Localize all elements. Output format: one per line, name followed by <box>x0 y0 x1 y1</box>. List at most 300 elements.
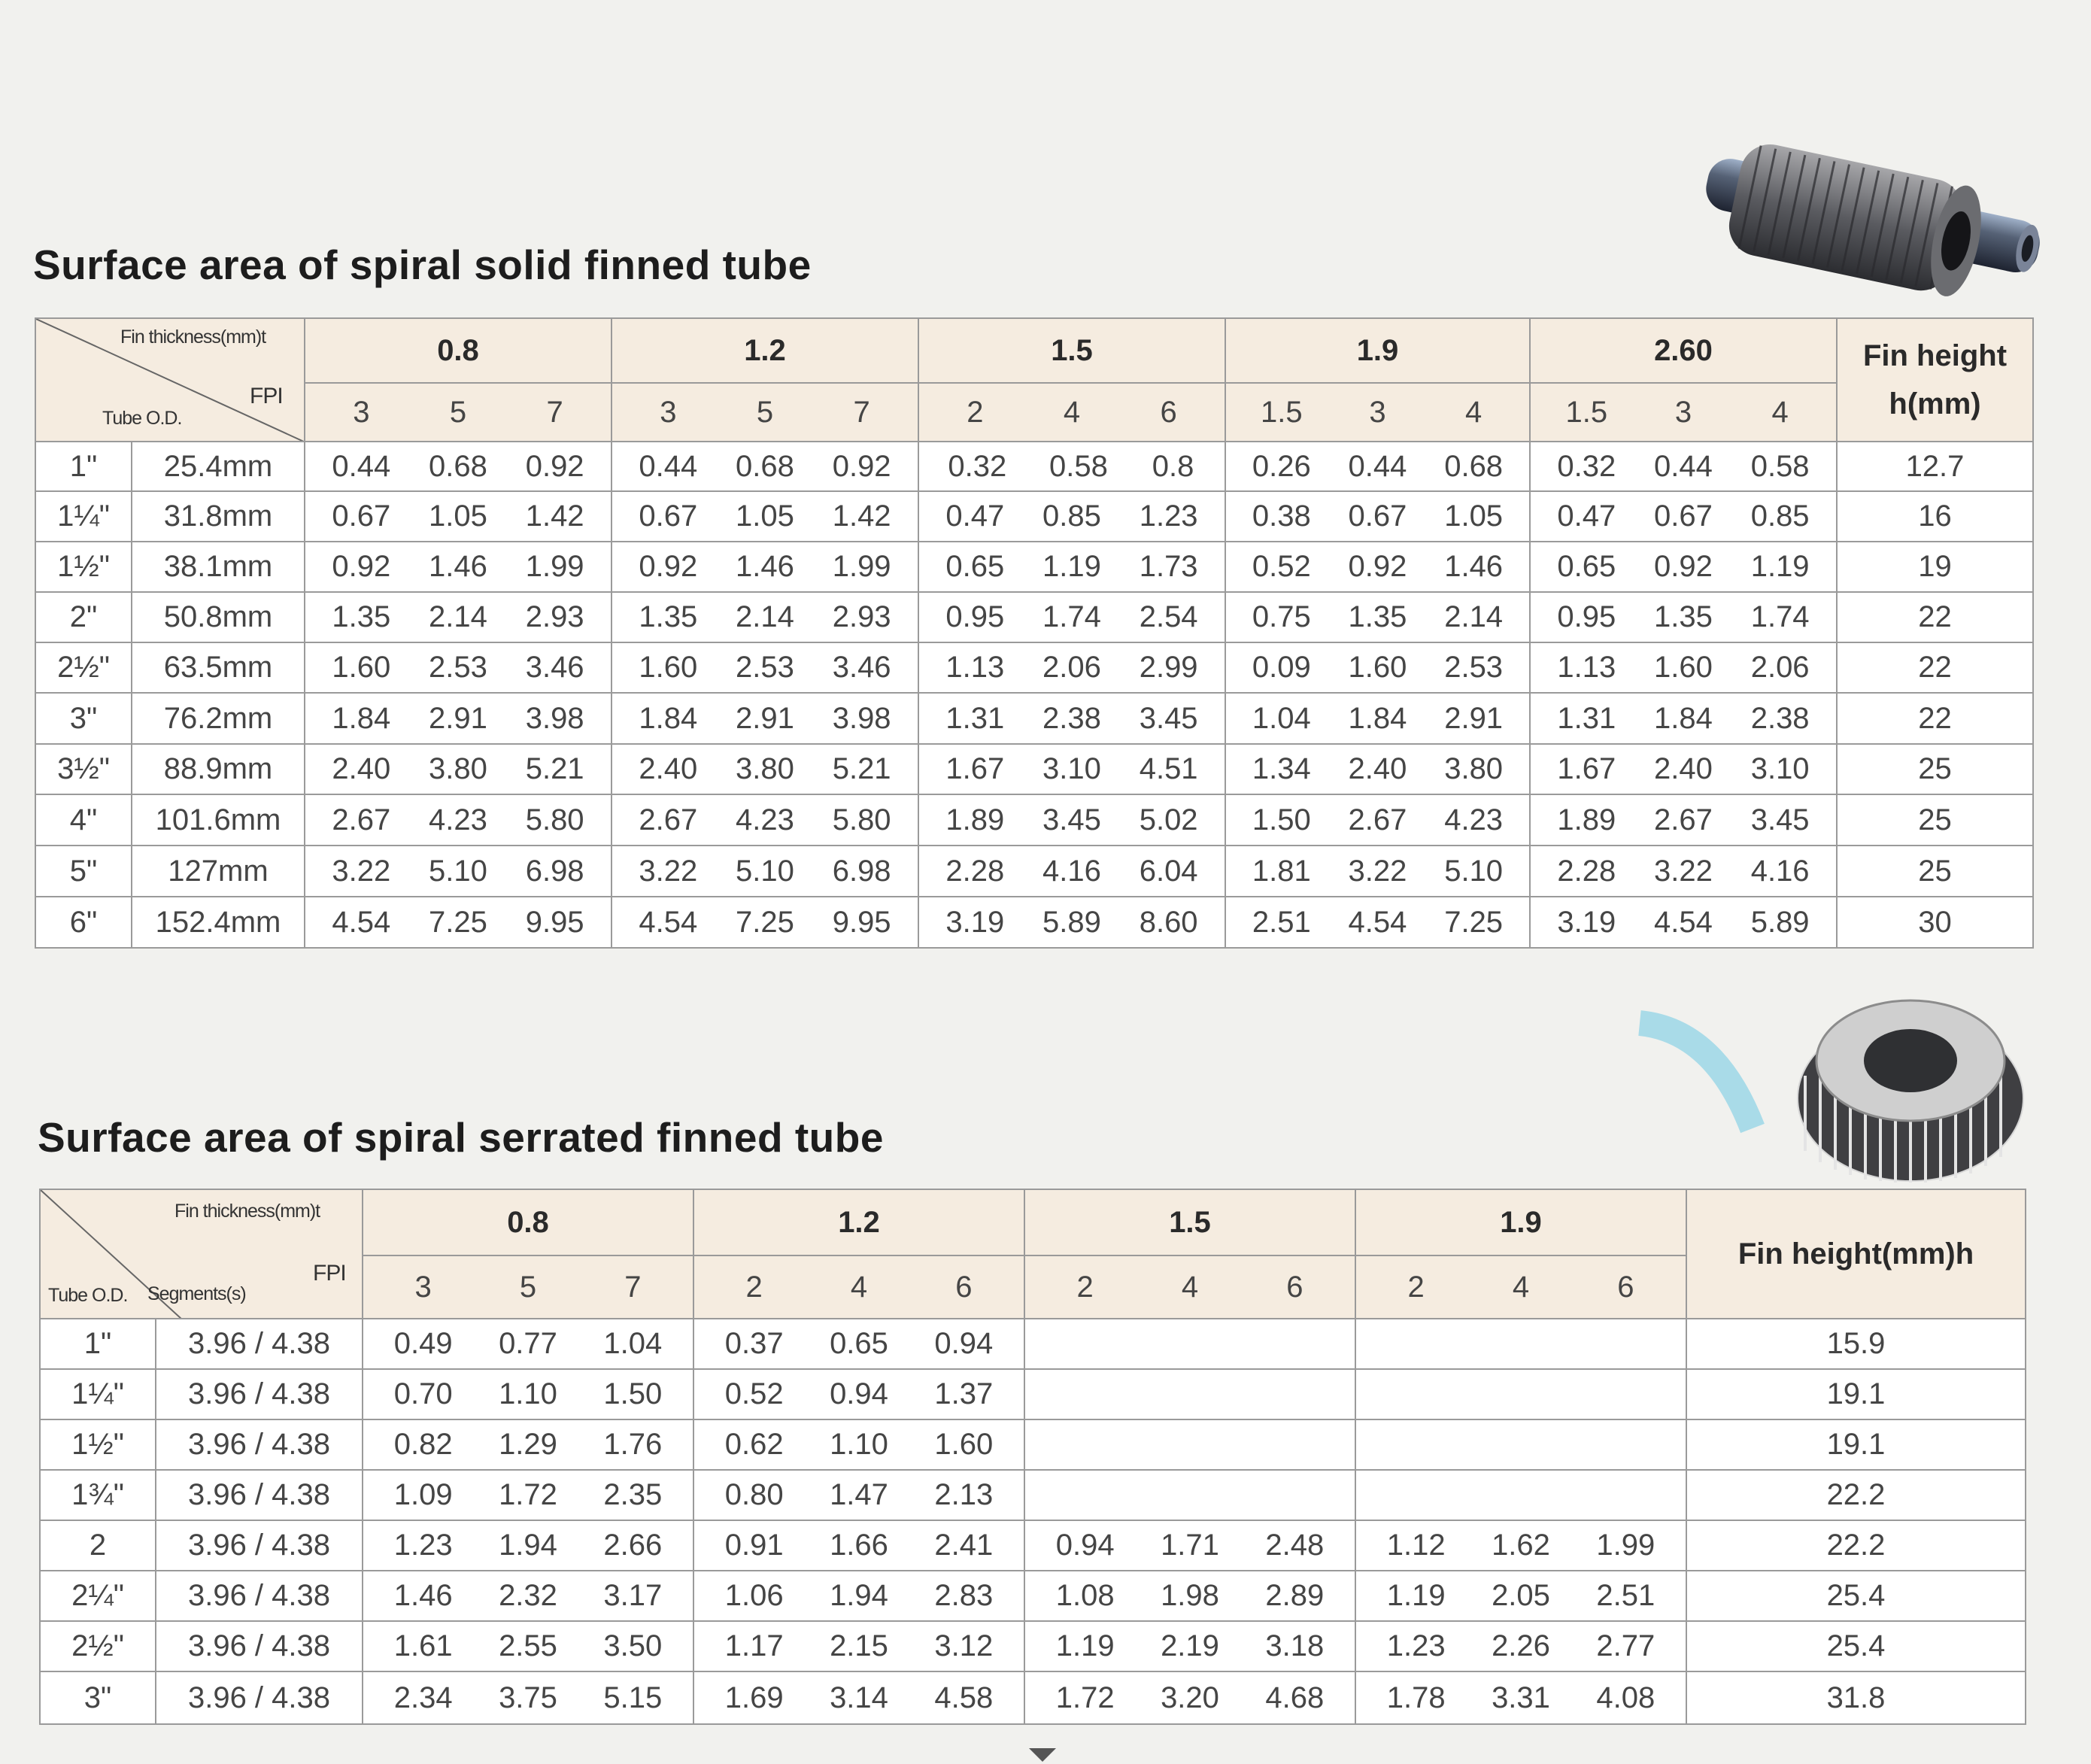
fpi-value: 5 <box>519 1270 537 1304</box>
surface-area-value: 0.49 <box>393 1327 453 1360</box>
value-group-cell <box>1225 693 1530 744</box>
value-group <box>1531 803 1836 837</box>
surface-area-value: 2.93 <box>525 600 584 633</box>
surface-area-value: 2.53 <box>1444 651 1504 684</box>
tube-od-mm-cell: 152.4mm <box>132 897 305 948</box>
corner-fin-thickness-label: Fin thickness(mm)t <box>175 1201 320 1222</box>
value-group <box>1226 906 1529 940</box>
table-row <box>35 442 2033 491</box>
surface-area-value: 1.84 <box>639 701 698 735</box>
value-group <box>1226 702 1529 736</box>
surface-area-value: 2.34 <box>393 1681 453 1714</box>
surface-area-value: 1.04 <box>1252 701 1311 735</box>
table-row <box>35 642 2033 693</box>
value-group-cell <box>1530 592 1837 642</box>
value-group-cell <box>1225 744 1530 794</box>
surface-area-value: 2.13 <box>934 1478 994 1511</box>
surface-area-value: 1.99 <box>1596 1529 1656 1562</box>
fpi-value: 4 <box>1771 395 1789 429</box>
surface-area-value: 0.67 <box>332 499 391 533</box>
surface-area-value: 1.19 <box>1042 550 1101 583</box>
value-group-cell <box>693 1319 1024 1369</box>
surface-area-value: 3.80 <box>1444 752 1504 785</box>
value-group-cell <box>363 1520 693 1571</box>
fpi-header-group-1 <box>693 1255 1024 1319</box>
tube-od-mm-cell: 127mm <box>132 846 305 897</box>
value-group-cell <box>918 491 1225 542</box>
value-group-cell <box>305 542 612 592</box>
surface-area-value: 3.31 <box>1492 1681 1550 1714</box>
value-group <box>305 855 611 888</box>
table-row <box>40 1470 2026 1520</box>
surface-area-value: 3.14 <box>830 1681 888 1714</box>
surface-area-value: 3.80 <box>429 752 487 785</box>
group-header-2: 1.5 <box>918 318 1225 383</box>
surface-area-value: 4.54 <box>1654 905 1713 939</box>
fin-height-cell: 25 <box>1837 794 2033 846</box>
surface-area-value: 1.42 <box>525 499 584 533</box>
fpi-header-group-4 <box>1530 383 1837 442</box>
value-group-cell <box>1225 592 1530 642</box>
surface-area-value: 0.38 <box>1252 499 1311 533</box>
surface-area-value: 1.10 <box>499 1377 557 1410</box>
group-header-2: 1.5 <box>1024 1189 1355 1255</box>
value-group-cell <box>1225 442 1530 491</box>
segments-cell: 3.96 / 4.38 <box>156 1621 363 1671</box>
surface-area-value: 1.05 <box>429 499 487 533</box>
corner-fpi-label: FPI <box>313 1261 346 1286</box>
fin-height-cell: 22.2 <box>1686 1520 2026 1571</box>
value-group <box>1531 450 1836 484</box>
fpi-value: 6 <box>955 1270 973 1304</box>
value-group <box>612 499 918 533</box>
segments-cell: 3.96 / 4.38 <box>156 1470 363 1520</box>
table-row <box>40 1369 2026 1419</box>
value-group-cell <box>305 693 612 744</box>
surface-area-value: 1.19 <box>1386 1579 1446 1612</box>
value-group-cell <box>693 1419 1024 1470</box>
surface-area-value: 0.92 <box>639 550 698 583</box>
surface-area-value: 1.72 <box>499 1478 557 1511</box>
value-group <box>1356 1579 1686 1613</box>
surface-area-value: 5.10 <box>736 854 794 888</box>
surface-area-value: 1.35 <box>1348 600 1407 633</box>
group-header-1: 1.2 <box>693 1189 1024 1255</box>
value-group <box>612 550 918 584</box>
surface-area-value: 1.89 <box>1557 803 1616 836</box>
surface-area-value: 8.60 <box>1139 905 1198 939</box>
value-group <box>919 550 1225 584</box>
surface-area-value: 2.67 <box>1348 803 1407 836</box>
value-group <box>919 450 1225 484</box>
tube-od-mm-cell: 25.4mm <box>132 442 305 491</box>
value-group-cell <box>1225 642 1530 693</box>
group-header-1: 1.2 <box>612 318 918 383</box>
surface-area-value: 1.23 <box>393 1529 453 1562</box>
value-group-cell <box>1355 1419 1686 1470</box>
value-group <box>1226 855 1529 888</box>
table-row <box>35 542 2033 592</box>
surface-area-value: 2.83 <box>934 1579 994 1612</box>
surface-area-value: 2.89 <box>1265 1579 1325 1612</box>
tube-od-mm-cell: 31.8mm <box>132 491 305 542</box>
solid-table-title: Surface area of spiral solid finned tube <box>33 241 812 288</box>
value-group-cell <box>1024 1520 1355 1571</box>
surface-area-value: 2.53 <box>736 651 794 684</box>
surface-area-value: 1.31 <box>945 701 1005 735</box>
fpi-value: 2 <box>745 1270 763 1304</box>
fpi-value: 7 <box>853 395 870 429</box>
surface-area-value: 0.92 <box>832 449 891 483</box>
tube-od-cell: 1¾" <box>40 1470 156 1520</box>
value-group-cell <box>305 592 612 642</box>
fpi-values <box>363 1271 693 1304</box>
value-group <box>1356 1529 1686 1562</box>
group-header-3: 1.9 <box>1225 318 1530 383</box>
surface-area-value: 1.46 <box>1444 550 1504 583</box>
surface-area-value: 5.80 <box>832 803 891 836</box>
value-group <box>694 1428 1024 1462</box>
surface-area-value: 2.40 <box>332 752 391 785</box>
value-group-cell <box>612 592 918 642</box>
value-group <box>1531 651 1836 685</box>
fin-height-cell: 22 <box>1837 693 2033 744</box>
surface-area-value: 0.44 <box>332 449 391 483</box>
value-group-cell <box>693 1369 1024 1419</box>
surface-area-value: 1.34 <box>1252 752 1311 785</box>
surface-area-value: 4.54 <box>332 905 391 939</box>
value-group-cell <box>1355 1520 1686 1571</box>
surface-area-value: 2.14 <box>429 600 487 633</box>
value-group <box>363 1681 693 1715</box>
fin-height-cell: 30 <box>1837 897 2033 948</box>
fin-height-cell: 19 <box>1837 542 2033 592</box>
value-group <box>612 803 918 837</box>
surface-area-value: 2.91 <box>429 701 487 735</box>
fpi-value: 6 <box>1286 1270 1303 1304</box>
surface-area-value: 1.35 <box>1654 600 1713 633</box>
value-group-cell <box>612 542 918 592</box>
surface-area-value: 2.51 <box>1596 1579 1656 1612</box>
surface-area-value: 1.69 <box>724 1681 784 1714</box>
surface-area-value: 1.05 <box>1444 499 1504 533</box>
value-group <box>612 450 918 484</box>
value-group-cell <box>612 642 918 693</box>
value-group-cell <box>1024 1369 1355 1419</box>
surface-area-value: 3.12 <box>934 1629 994 1662</box>
value-group <box>694 1681 1024 1715</box>
tube-od-cell: 5" <box>35 846 132 897</box>
corner-tube-od-label: Tube O.D. <box>102 408 182 429</box>
value-group <box>1531 600 1836 634</box>
surface-area-value: 1.99 <box>525 550 584 583</box>
fin-height-cell: 25.4 <box>1686 1621 2026 1671</box>
value-group <box>694 1478 1024 1512</box>
surface-area-value: 1.99 <box>832 550 891 583</box>
value-group-cell <box>693 1671 1024 1724</box>
fpi-value: 7 <box>624 1270 642 1304</box>
fpi-header-group-2 <box>1024 1255 1355 1319</box>
fpi-value: 2 <box>1407 1270 1425 1304</box>
surface-area-value: 0.26 <box>1252 449 1311 483</box>
value-group <box>1226 752 1529 786</box>
surface-area-value: 4.16 <box>1042 854 1101 888</box>
surface-area-value: 2.67 <box>1654 803 1713 836</box>
segments-cell: 3.96 / 4.38 <box>156 1671 363 1724</box>
surface-area-value: 1.37 <box>934 1377 994 1410</box>
value-group <box>1226 600 1529 634</box>
value-group-cell <box>1355 1621 1686 1671</box>
value-group <box>919 752 1225 786</box>
surface-area-value: 0.77 <box>499 1327 557 1360</box>
fpi-value: 3 <box>1369 395 1386 429</box>
surface-area-value: 0.68 <box>736 449 794 483</box>
tube-od-cell: 3" <box>40 1671 156 1724</box>
surface-area-value: 2.05 <box>1492 1579 1550 1612</box>
fpi-value: 6 <box>1617 1270 1634 1304</box>
surface-area-value: 1.19 <box>1055 1629 1115 1662</box>
surface-area-value: 0.92 <box>1348 550 1407 583</box>
fpi-value: 5 <box>449 395 467 429</box>
surface-area-value: 5.10 <box>429 854 487 888</box>
surface-area-value: 3.17 <box>603 1579 663 1612</box>
fpi-header-group-2 <box>918 383 1225 442</box>
surface-area-value: 2.48 <box>1265 1529 1325 1562</box>
surface-area-value: 4.16 <box>1750 854 1810 888</box>
value-group <box>694 1377 1024 1411</box>
value-group <box>694 1327 1024 1361</box>
value-group <box>1025 1629 1355 1663</box>
value-group-cell <box>1530 693 1837 744</box>
value-group-cell <box>1225 542 1530 592</box>
surface-area-value: 0.52 <box>1252 550 1311 583</box>
serrated-finned-tube-photo <box>1580 978 2031 1204</box>
group-header-4: 2.60 <box>1530 318 1837 383</box>
surface-area-value: 3.22 <box>332 854 391 888</box>
tube-od-cell: 1¼" <box>40 1369 156 1419</box>
fpi-value: 5 <box>756 395 774 429</box>
tube-od-cell: 2½" <box>40 1621 156 1671</box>
value-group <box>305 702 611 736</box>
surface-area-value: 0.62 <box>724 1428 784 1461</box>
fin-height-cell: 22.2 <box>1686 1470 2026 1520</box>
value-group-cell <box>1530 897 1837 948</box>
surface-area-value: 1.47 <box>830 1478 888 1511</box>
surface-area-value: 1.31 <box>1557 701 1616 735</box>
surface-area-value: 2.40 <box>1654 752 1713 785</box>
surface-area-value: 0.44 <box>639 449 698 483</box>
surface-area-value: 1.60 <box>332 651 391 684</box>
surface-area-value: 3.46 <box>832 651 891 684</box>
surface-area-value: 1.23 <box>1386 1629 1446 1662</box>
surface-area-value: 2.28 <box>945 854 1005 888</box>
surface-area-value: 5.10 <box>1444 854 1504 888</box>
value-group-cell <box>1530 491 1837 542</box>
fpi-value: 7 <box>546 395 563 429</box>
value-group <box>919 702 1225 736</box>
surface-area-value: 2.66 <box>603 1529 663 1562</box>
value-group-cell <box>1225 794 1530 846</box>
surface-area-value: 1.09 <box>393 1478 453 1511</box>
surface-area-value: 0.32 <box>948 449 1007 483</box>
surface-area-value: 2.19 <box>1161 1629 1219 1662</box>
surface-area-value: 2.91 <box>736 701 794 735</box>
surface-area-value: 1.94 <box>499 1529 557 1562</box>
segments-cell: 3.96 / 4.38 <box>156 1319 363 1369</box>
value-group <box>305 600 611 634</box>
surface-area-value: 0.52 <box>724 1377 784 1410</box>
surface-area-value: 0.58 <box>1049 449 1108 483</box>
tube-od-mm-cell: 101.6mm <box>132 794 305 846</box>
chevron-down-icon[interactable] <box>1027 1747 1058 1763</box>
surface-area-value: 3.19 <box>1557 905 1616 939</box>
value-group-cell <box>305 794 612 846</box>
solid-finned-tube-photo <box>1685 135 2046 331</box>
surface-area-value: 1.19 <box>1750 550 1810 583</box>
corner-fin-thickness-label: Fin thickness(mm)t <box>120 326 266 348</box>
value-group-cell <box>1024 1419 1355 1470</box>
tube-od-cell: 2" <box>35 592 132 642</box>
segments-cell: 3.96 / 4.38 <box>156 1419 363 1470</box>
value-group <box>694 1629 1024 1663</box>
value-group-cell <box>612 794 918 846</box>
value-group <box>1025 1681 1355 1715</box>
value-group-cell <box>1024 1571 1355 1621</box>
value-group-cell <box>918 592 1225 642</box>
surface-area-value: 0.95 <box>945 600 1005 633</box>
surface-area-value: 0.47 <box>945 499 1005 533</box>
surface-area-value: 0.80 <box>724 1478 784 1511</box>
surface-area-value: 0.65 <box>945 550 1005 583</box>
table-row <box>40 1419 2026 1470</box>
surface-area-value: 7.25 <box>429 905 487 939</box>
surface-area-value: 0.85 <box>1750 499 1810 533</box>
table-row <box>35 592 2033 642</box>
surface-area-value: 0.94 <box>934 1327 994 1360</box>
surface-area-value: 1.29 <box>499 1428 557 1461</box>
surface-area-value: 4.51 <box>1139 752 1198 785</box>
value-group-cell <box>363 1319 693 1369</box>
surface-area-value: 0.82 <box>393 1428 453 1461</box>
value-group <box>612 752 918 786</box>
value-group <box>612 906 918 940</box>
surface-area-value: 5.89 <box>1042 905 1101 939</box>
table-row <box>40 1671 2026 1724</box>
surface-area-value: 0.92 <box>525 449 584 483</box>
surface-area-value: 2.93 <box>832 600 891 633</box>
value-group <box>919 600 1225 634</box>
fpi-value: 4 <box>1465 395 1483 429</box>
fpi-value: 3 <box>414 1270 432 1304</box>
surface-area-value: 5.15 <box>603 1681 663 1714</box>
value-group-cell <box>305 846 612 897</box>
value-group <box>363 1327 693 1361</box>
fpi-values <box>694 1271 1024 1304</box>
surface-area-value: 4.08 <box>1596 1681 1656 1714</box>
surface-area-value: 0.67 <box>639 499 698 533</box>
fin-height-cell: 25 <box>1837 846 2033 897</box>
fin-height-cell: 25.4 <box>1686 1571 2026 1621</box>
group-header-0: 0.8 <box>363 1189 693 1255</box>
table-row <box>40 1621 2026 1671</box>
surface-area-value: 1.84 <box>1654 701 1713 735</box>
surface-area-value: 0.44 <box>1654 449 1713 483</box>
surface-area-value: 5.80 <box>525 803 584 836</box>
value-group <box>1531 550 1836 584</box>
surface-area-value: 3.45 <box>1139 701 1198 735</box>
value-group <box>919 651 1225 685</box>
surface-area-value: 2.55 <box>499 1629 557 1662</box>
surface-area-value: 1.06 <box>724 1579 784 1612</box>
surface-area-value: 4.68 <box>1265 1681 1325 1714</box>
surface-area-value: 3.50 <box>603 1629 663 1662</box>
surface-area-value: 2.40 <box>639 752 698 785</box>
value-group-cell <box>1225 491 1530 542</box>
value-group <box>1226 651 1529 685</box>
fin-height-cell: 25 <box>1837 744 2033 794</box>
surface-area-value: 2.14 <box>1444 600 1504 633</box>
value-group <box>305 450 611 484</box>
tube-od-cell: 3" <box>35 693 132 744</box>
fpi-values <box>1025 1271 1355 1304</box>
fin-height-cell: 12.7 <box>1837 442 2033 491</box>
value-group-cell <box>1225 846 1530 897</box>
surface-area-value: 3.45 <box>1750 803 1810 836</box>
surface-area-value: 2.28 <box>1557 854 1616 888</box>
value-group-cell <box>305 491 612 542</box>
surface-area-value: 0.94 <box>830 1377 888 1410</box>
value-group <box>919 855 1225 888</box>
value-group <box>1025 1579 1355 1613</box>
surface-area-value: 2.15 <box>830 1629 888 1662</box>
value-group-cell <box>363 1571 693 1621</box>
surface-area-value: 1.17 <box>724 1629 784 1662</box>
surface-area-value: 3.80 <box>736 752 794 785</box>
value-group <box>305 803 611 837</box>
fpi-values <box>1226 396 1529 430</box>
tube-od-cell: 1¼" <box>35 491 132 542</box>
surface-area-value: 2.06 <box>1750 651 1810 684</box>
surface-area-value: 1.66 <box>830 1529 888 1562</box>
value-group-cell <box>305 744 612 794</box>
table-corner-header <box>40 1189 363 1319</box>
surface-area-value: 5.21 <box>832 752 891 785</box>
surface-area-value: 6.98 <box>832 854 891 888</box>
surface-area-value: 2.14 <box>736 600 794 633</box>
tube-od-cell: 1" <box>40 1319 156 1369</box>
fin-height-header: Fin height(mm)h <box>1686 1189 2026 1319</box>
surface-area-value: 6.04 <box>1139 854 1198 888</box>
segments-cell: 3.96 / 4.38 <box>156 1571 363 1621</box>
value-group <box>612 600 918 634</box>
value-group-cell <box>1530 642 1837 693</box>
surface-area-value: 3.20 <box>1161 1681 1219 1714</box>
surface-area-value: 5.02 <box>1139 803 1198 836</box>
value-group <box>363 1529 693 1562</box>
value-group-cell <box>1355 1470 1686 1520</box>
surface-area-value: 2.53 <box>429 651 487 684</box>
value-group-cell <box>363 1671 693 1724</box>
value-group-cell <box>1225 897 1530 948</box>
surface-area-value: 2.40 <box>1348 752 1407 785</box>
fpi-header-group-1 <box>612 383 918 442</box>
table-row <box>35 846 2033 897</box>
surface-area-value: 1.81 <box>1252 854 1311 888</box>
fin-height-cell: 16 <box>1837 491 2033 542</box>
surface-area-value: 1.60 <box>639 651 698 684</box>
surface-area-value: 0.67 <box>1654 499 1713 533</box>
surface-area-value: 3.45 <box>1042 803 1101 836</box>
